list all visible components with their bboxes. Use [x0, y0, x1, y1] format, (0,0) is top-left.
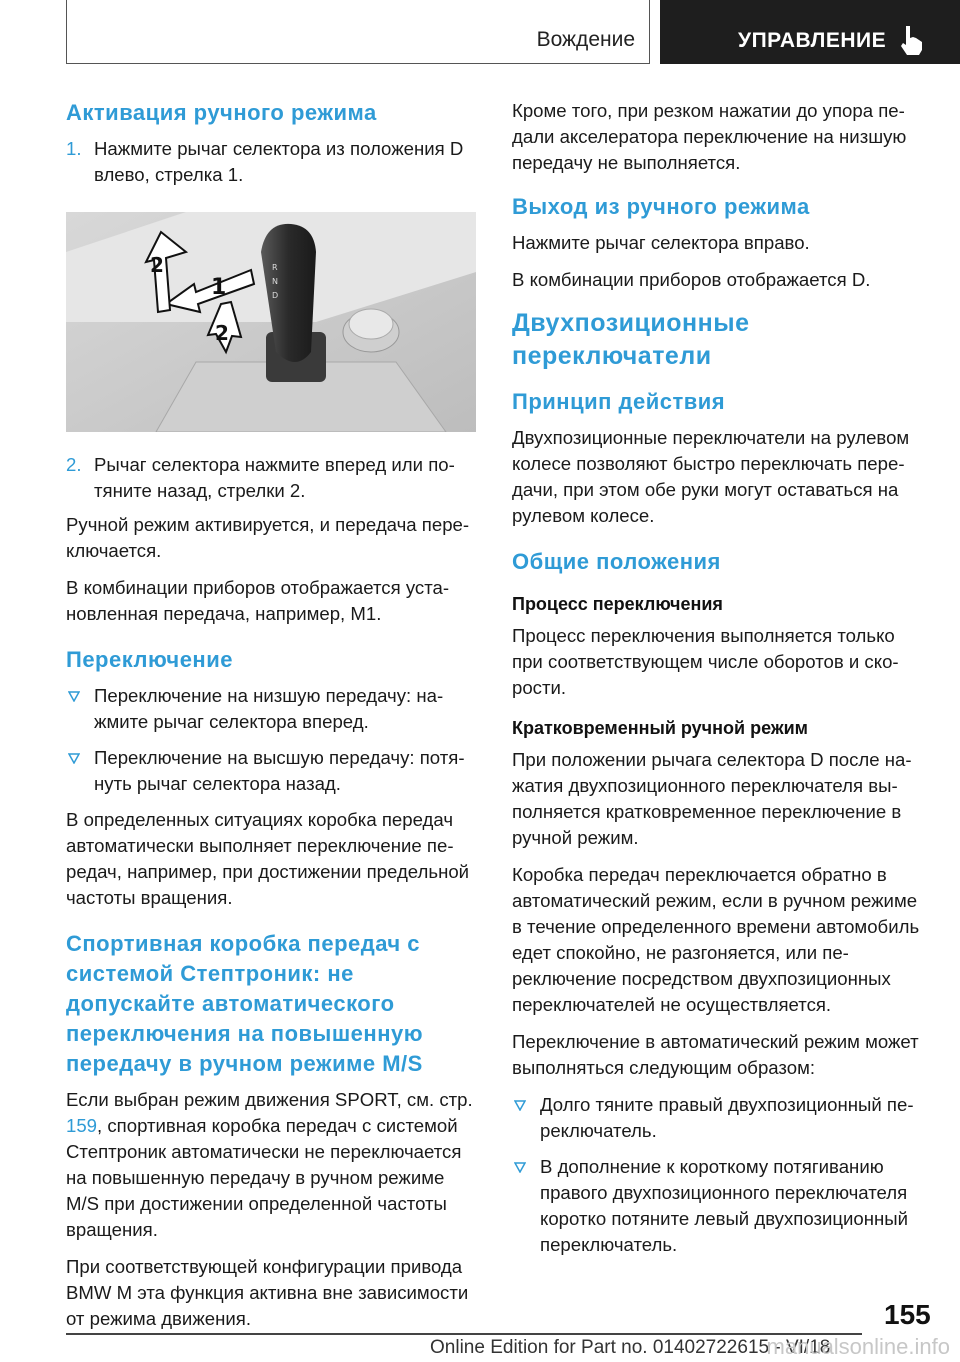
heading-sport-steptronic: Спортивная коробка передач с системой Стептроник: не допускайте автоматического переключения на повышенную передачу в ручном режиме M/S — [66, 931, 424, 1076]
svg-text:N: N — [272, 277, 278, 286]
chapter-title: УПРАВЛЕНИЕ — [738, 29, 887, 52]
paragraph-exit-1: Нажмите рычаг селектора вправо. — [512, 232, 810, 253]
bullet-hold-right — [512, 1092, 928, 1144]
paragraph-kickdown: Кроме того, при резком нажатии до упора педали акселератора переключение на низшую передачу не выполняется. — [512, 100, 907, 173]
paragraph-auto-shift: В определенных ситуациях коробка передач автоматически выполняет переключение передач, например, при достижении предельной частоты вращения. — [66, 809, 470, 908]
bullet-text: Переключение на низшую передачу: нажмите рычаг селектора вперед. — [94, 685, 444, 732]
right-column — [512, 98, 928, 1268]
sport-text-a: Если выбран режим движения SPORT, см. стр. — [66, 1089, 473, 1110]
bullet-text: В дополнение к короткому потягиванию правого двухпозиционного переключателя коротко потяните левый двухпозиционный переключатель. — [540, 1156, 909, 1255]
arrow-2b-label: 2 — [215, 321, 229, 345]
arrow-2a-label: 2 — [150, 253, 164, 277]
step-number: 2. — [66, 454, 82, 475]
watermark: manualsonline.info — [766, 1334, 950, 1359]
paragraph-temp-1: При положении рычага селектора D после нажатия двухпозиционного переключателя выполняется кратковременное переключение в ручной режим. — [512, 749, 912, 848]
heading-exit-manual: Выход из ручного режима — [512, 194, 810, 219]
chapter-tab — [660, 0, 960, 64]
bullet-text: Переключение на высшую передачу: потянуть рычаг селектора назад. — [94, 747, 465, 794]
paragraph-principle: Двухпозиционные переключатели на рулевом колесе позволяют быстро переключать передачи, при этом обе руки могут оставаться на рулевом колесе. — [512, 427, 910, 526]
bullet-downshift — [66, 683, 476, 735]
heading-process: Процесс переключения — [512, 594, 723, 614]
sport-text-b: , спортивная коробка передач с системой Стептроник автоматически не переключается на повышенную передачу в ручном режиме M/S при достижении определенной частоты вращения. — [66, 1115, 462, 1240]
bullet-pull-left — [512, 1154, 928, 1258]
footer-divider — [66, 1333, 862, 1335]
header-section-box — [66, 0, 650, 64]
heading-shifting: Переключение — [66, 647, 233, 672]
step-2 — [66, 452, 476, 504]
paragraph-temp-3: Переключение в автоматический режим может выполняться следующим образом: — [512, 1031, 919, 1078]
paragraph-bmw-m: При соответствующей конфигурации привода BMW M эта функция активна вне зависимости от режима движения. — [66, 1256, 469, 1329]
paragraph-display: В комбинации приборов отображается установленная передача, например, M1. — [66, 577, 450, 624]
svg-text:R: R — [272, 263, 278, 272]
heading-paddles: Двухпозиционные переключатели — [512, 309, 750, 370]
bullet-text: Долго тяните правый двухпозиционный переключатель. — [540, 1094, 914, 1141]
triangle-bullet-icon — [514, 1162, 526, 1173]
page-link-159[interactable]: 159 — [66, 1115, 98, 1136]
heading-principle: Принцип действия — [512, 389, 726, 414]
triangle-bullet-icon — [514, 1100, 526, 1111]
paragraph-exit-2: В комбинации приборов отображается D. — [512, 269, 871, 290]
page-number: 155 — [884, 1299, 931, 1330]
triangle-bullet-icon — [68, 753, 80, 764]
paragraph-activated: Ручной режим активируется, и передача переключается. — [66, 514, 470, 561]
heading-temporary-manual: Кратковременный ручной режим — [512, 718, 808, 738]
heading-general: Общие положения — [512, 549, 721, 574]
step-1 — [66, 136, 476, 188]
left-column — [66, 98, 476, 1343]
gear-selector-photo — [66, 212, 476, 432]
arrow-1-label: 1 — [211, 275, 227, 300]
bullet-upshift — [66, 745, 476, 797]
paragraph-sport — [66, 1087, 476, 1243]
svg-text:D: D — [272, 291, 279, 300]
hand-pointer-icon — [894, 22, 928, 56]
heading-manual-activation: Активация ручного режима — [66, 100, 377, 125]
paragraph-temp-2: Коробка передач переключается обратно в автоматический режим, если в ручном режиме в течение определенного времени автомобиль едет спокойно, не разгоняется, или переключение посредством двухпозиционных переключателей не осуществляется. — [512, 864, 920, 1015]
section-title: Вождение — [536, 28, 635, 51]
step-text: Нажмите рычаг селектора из положения D влево, стрелка 1. — [94, 138, 464, 185]
paragraph-process: Процесс переключения выполняется только при соответствующем числе оборотов и скорости. — [512, 625, 899, 698]
triangle-bullet-icon — [68, 691, 80, 702]
edition-info: Online Edition for Part no. 01402722615 - VI/18 — [430, 1337, 831, 1358]
step-text: Рычаг селектора нажмите вперед или потяните назад, стрелки 2. — [94, 454, 455, 501]
step-number: 1. — [66, 138, 82, 159]
